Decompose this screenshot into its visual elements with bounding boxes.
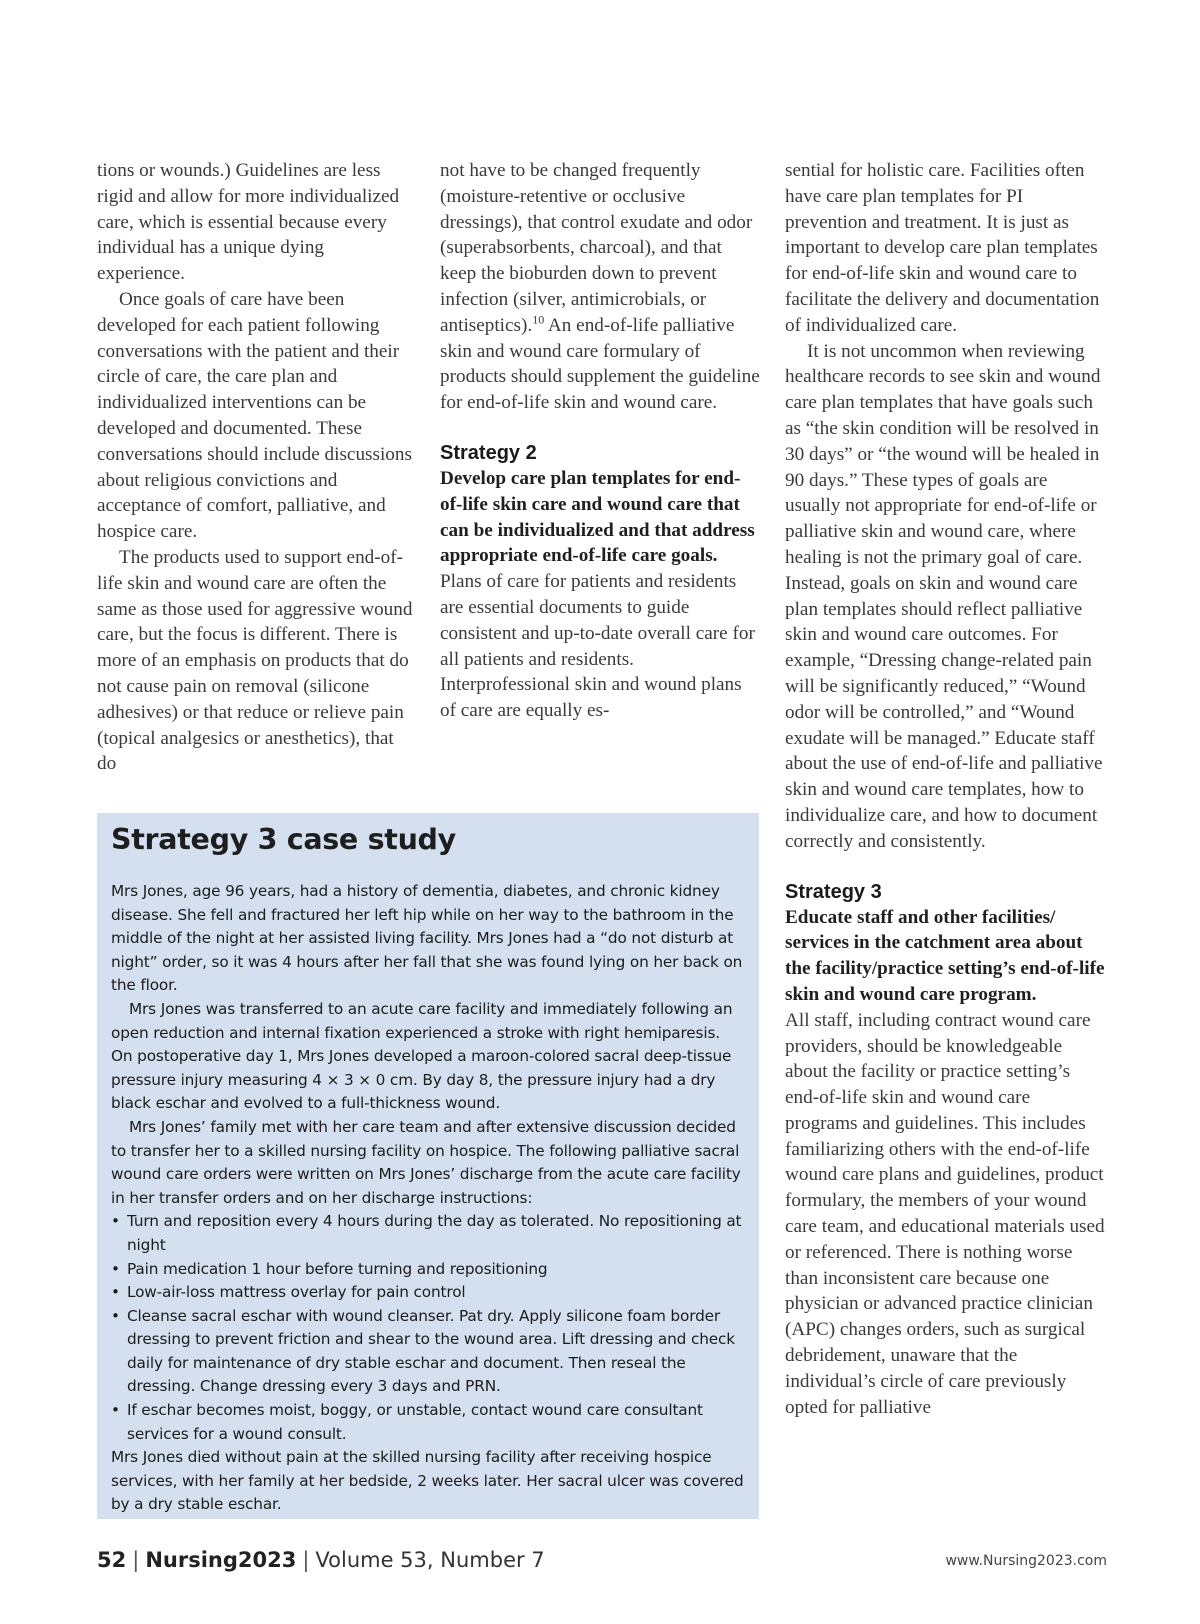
case-study-paragraph-4: Mrs Jones died without pain at the skilled nursing facility after receiving hospice services, with her family at her bedside, 2 weeks later. Her sacral ulcer was covered by a dry stable eschar.: [111, 1448, 744, 1514]
text-column-2: [440, 158, 760, 724]
case-study-title: Strategy 3 case study: [111, 823, 456, 856]
volume-info: Volume 53, Number 7: [315, 1548, 545, 1572]
bullet-icon: •: [111, 1259, 120, 1278]
col1-paragraph-1: tions or wounds.) Guidelines are less rigid and allow for more individualized care, which is essential because every individual has a unique dying experience.: [97, 160, 400, 285]
website-link[interactable]: www.Nursing2023.com: [945, 1553, 1107, 1569]
case-study-box: [97, 813, 759, 1519]
list-item-text: Turn and reposition every 4 hours during the day as tolerated. No repositioning at night: [127, 1212, 742, 1254]
reference-superscript: 10: [532, 312, 545, 327]
list-item: [111, 1305, 745, 1399]
col2-paragraph-1: [440, 158, 760, 416]
bullet-icon: •: [111, 1283, 120, 1302]
col1-paragraph-3: The products used to support end-of-life skin and wound care are often the same as those used for aggressive wound care, but the focus is different. There is more of an emphasis on products that do not cause pain on removal (silicone adhesives) or that reduce or relieve pain (topical analgesics or anesthetics), that do: [97, 546, 413, 775]
col2-paragraph-1-continued: An end-of-life palliative skin and wound care formulary of products should supplement the guideline for end-of-life skin and wound care.: [440, 314, 760, 414]
case-study-paragraph-2: Mrs Jones was transferred to an acute care facility and immediately following an open reduction and internal fixation experienced a stroke with right hemiparesis. On postoperative day 1, Mrs Jones developed a maroon-colored sacral deep-tissue pressure injury measuring 4 × 3 × 0 cm. By day 8, the pressure injury had a dry black eschar and evolved to a full-thickness wound.: [111, 999, 733, 1113]
bullet-icon: •: [111, 1212, 120, 1231]
text-column-1: [97, 158, 415, 777]
case-study-paragraph-3: Mrs Jones’ family met with her care team and after extensive discussion decided to transfer her to a skilled nursing facility on hospice. The following palliative sacral wound care orders were written on Mrs Jones’ discharge from the acute care facility in her transfer orders and on her discharge instructions:: [111, 1117, 741, 1207]
list-item-text: Pain medication 1 hour before turning and repositioning: [127, 1259, 548, 1278]
text-column-3: [785, 158, 1107, 1420]
col2-paragraph-1-text: not have to be changed frequently (moisture-retentive or occlusive dressings), that control exudate and odor (superabsorbents, charcoal), and that keep the bioburden down to prevent infection (silver, antimicrobials, or antiseptics).: [440, 160, 753, 336]
strategy-2-heading: Strategy 2: [440, 441, 537, 464]
strategy-3-subheading: Educate staff and other facilities/ services in the catchment area about the facility/practice setting’s end-of-life skin and wound care program.: [785, 906, 1105, 1005]
case-study-body: [111, 880, 745, 1517]
col3-paragraph-1: sential for holistic care. Facilities often have care plan templates for PI prevention and treatment. It is just as important to develop care plan templates for end-of-life skin and wound care to facilitate the delivery and documentation of individualized care.: [785, 160, 1100, 336]
list-item: [111, 1281, 745, 1305]
bullet-icon: •: [111, 1401, 120, 1420]
col2-paragraph-2: Plans of care for patients and residents are essential documents to guide consistent and up-to-date overall care for all patients and residents. Interprofessional skin and wound plans of care are equally es-: [440, 571, 755, 722]
list-item-text: If eschar becomes moist, boggy, or unstable, contact wound care consultant services for a wound consult.: [127, 1401, 703, 1443]
care-orders-list: [111, 1210, 745, 1446]
col3-paragraph-3: All staff, including contract wound care providers, should be knowledgeable about the facility or practice setting’s end-of-life skin and wound care programs and guidelines. This includes familiarizing others with the end-of-life wound care plans and guidelines, product formulary, the members of your wound care team, and educational materials used or referenced. There is nothing worse than inconsistent care because one physician or advanced practice clinician (APC) changes orders, such as surgical debridement, unaware that the individual’s circle of care previously opted for palliative: [785, 1009, 1105, 1418]
list-item: [111, 1258, 745, 1282]
magazine-name: Nursing2023: [145, 1548, 297, 1572]
footer-separator: |: [302, 1548, 310, 1572]
list-item: [111, 1210, 745, 1257]
col3-paragraph-2: It is not uncommon when reviewing healthcare records to see skin and wound care plan templates that have goals such as “the skin condition will be resolved in 30 days” or “the wound will be healed in 90 days.” These types of goals are usually not appropriate for end-of-life or palliative skin and wound care, where healing is not the primary goal of care. Instead, goals on skin and wound care plan templates should reflect palliative skin and wound care outcomes. For example, “Dressing change-related pain will be significantly reduced,” “Wound odor will be controlled,” and “Wound exudate will be managed.” Educate staff about the use of end-of-life and palliative skin and wound care templates, how to individualize care, and how to document correctly and consistently.: [785, 340, 1103, 852]
list-item: [111, 1399, 745, 1446]
list-item-text: Low-air-loss mattress overlay for pain control: [127, 1283, 466, 1302]
strategy-2-subheading: Develop care plan templates for end-of-life skin care and wound care that can be individualized and that address appropriate end-of-life care goals.: [440, 467, 755, 567]
list-item-text: Cleanse sacral eschar with wound cleanser. Pat dry. Apply silicone foam border dressing to prevent friction and shear to the wound area. Lift dressing and check daily for maintenance of dry stable eschar and document. Then reseal the dressing. Change dressing every 3 days and PRN.: [127, 1306, 735, 1396]
footer-folio: [97, 1548, 545, 1572]
strategy-3-heading: Strategy 3: [785, 880, 882, 903]
footer-separator: |: [132, 1548, 140, 1572]
case-study-paragraph-1: Mrs Jones, age 96 years, had a history of dementia, diabetes, and chronic kidney disease. She fell and fractured her left hip while on her way to the bathroom in the middle of the night at her assisted living facility. Mrs Jones had a “do not disturb at night” order, so it was 4 hours after her fall that she was found lying on her back on the floor.: [111, 882, 743, 995]
col1-paragraph-2: Once goals of care have been developed for each patient following conversations with the patient and their circle of care, the care plan and individualized interventions can be developed and documented. These conversations should include discussions about religious convictions and acceptance of comfort, palliative, and hospice care.: [97, 288, 412, 543]
bullet-icon: •: [111, 1306, 120, 1325]
page-footer: [97, 1548, 1107, 1578]
page-number: 52: [97, 1548, 127, 1572]
